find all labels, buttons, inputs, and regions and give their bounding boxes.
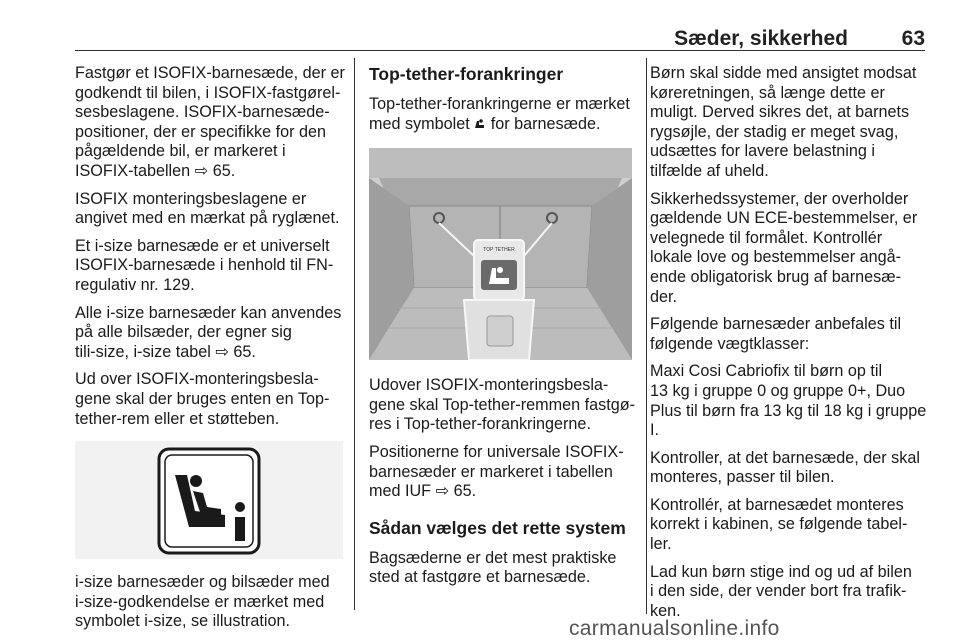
isize-child-seat-icon [75, 441, 343, 559]
heading-choose-system: Sådan vælges det rette system [369, 517, 626, 538]
page-number: 63 [901, 27, 925, 50]
column-2 [369, 64, 634, 596]
page-ref-arrow-icon[interactable]: ⇨ [435, 482, 450, 501]
page-ref-arrow-icon[interactable]: ⇨ [194, 161, 209, 180]
page-header [0, 0, 960, 52]
paragraph-check-fit: Kontroller, at det barnesæde, der skal monteres, passer til bilen. [650, 448, 920, 487]
heading-top-tether: Top-tether-forankringer [369, 64, 564, 84]
column-divider-2 [646, 58, 647, 614]
page-ref[interactable]: 65. [233, 342, 256, 361]
paragraph-top-tether-symbol: Top-tether-forankringerne er mærket med symbolet for barnesæde. [369, 95, 630, 133]
header-divider [75, 50, 925, 51]
paragraph-rear-facing: Børn skal sidde med ansigtet modsat køreretningen, så længe dette er muligt. Derved sikres det, at barnets rygsøjle, der stadig er meget svag, udsættes for lavere belastning i tilfælde af uheld. [650, 64, 917, 180]
column-1 [75, 64, 345, 640]
paragraph-check-mounting: Kontrollér, at barnesædet monteres korrekt i kabinen, se følgende tabel- ler. [650, 495, 908, 554]
paragraph-isofix-fasten: Fastgør et ISOFIX-barnesæde, der er godkendt til bilen, i ISOFIX-fastgørel- sesbeslagene. ISOFIX-barnesæde- positioner, der er specifikke for den pågældende bil, er markeret i ISOFIX-tabellen ⇨ 65. [75, 64, 345, 180]
watermark: carmanualsonline.info [569, 617, 780, 640]
paragraph-recommended-seats: Følgende barnesæder anbefales til følgende vægtklasser: [650, 315, 902, 353]
paragraph-exit-side: Lad kun børn stige ind og ud af bilen i den side, der vender bort fra trafik- ken. [650, 562, 912, 620]
paragraph-universal-positions: Positionerne for universale ISOFIX- barnesæder er markeret i tabellen med IUF ⇨ 65. [369, 442, 624, 501]
paragraph-safety-systems: Sikkerhedssystemer, der overholder gældende UN ECE-bestemmelser, er velegnede til formålet. Kontrollér lokale love og bestemmelser angå- ende obligatorisk brug af barnesæ- der. [650, 189, 918, 306]
isize-symbol-figure [75, 441, 343, 559]
page-ref-arrow-icon[interactable]: ⇨ [215, 342, 229, 361]
column-3 [650, 64, 930, 629]
paragraph-isize-definition: Et i-size barnesæde er et universelt ISOFIX-barnesæde i henhold til FN- regulativ nr. 129. [75, 236, 334, 294]
trunk-illustration [369, 148, 632, 360]
top-tether-icon [474, 118, 486, 130]
paragraph-rear-seats: Bagsæderne er det mest praktiske sted at fastgøre et barnesæde. [369, 548, 617, 587]
paragraph-isize-label: i-size barnesæder og bilsæder med i-size-godkendelse er mærket med symbolet i-size, se illustration. [75, 573, 330, 631]
paragraph-isofix-mounts: ISOFIX monteringsbeslagene er angivet med en mærkat på ryglænet. [75, 189, 340, 228]
column-divider-1 [354, 58, 355, 610]
paragraph-top-tether-fasten: Udover ISOFIX-monteringsbesla- gene skal Top-tether-remmen fastgø- res i Top-tether-forankringerne. [369, 376, 636, 434]
section-title: Sæder, sikkerhed [674, 27, 848, 50]
paragraph-top-tether-required: Ud over ISOFIX-monteringsbesla- gene skal der bruges enten en Top- tether-rem eller et støtteben. [75, 370, 330, 428]
trunk-tether-figure [369, 148, 632, 360]
top-tether-tag-label: TOP TETHER [483, 247, 515, 254]
page-ref[interactable]: 65. [212, 161, 236, 180]
paragraph-maxi-cosi: Maxi Cosi Cabriofix til børn op til 13 kg i gruppe 0 og gruppe 0+, Duo Plus til børn fra 13 kg til 18 kg i gruppe I. [650, 362, 927, 440]
page-ref[interactable]: 65. [453, 482, 477, 501]
paragraph-isize-usage: Alle i-size barnesæder kan anvendes på alle bilsæder, der egner sig tili-size, i-size tabel ⇨ 65. [75, 303, 342, 361]
